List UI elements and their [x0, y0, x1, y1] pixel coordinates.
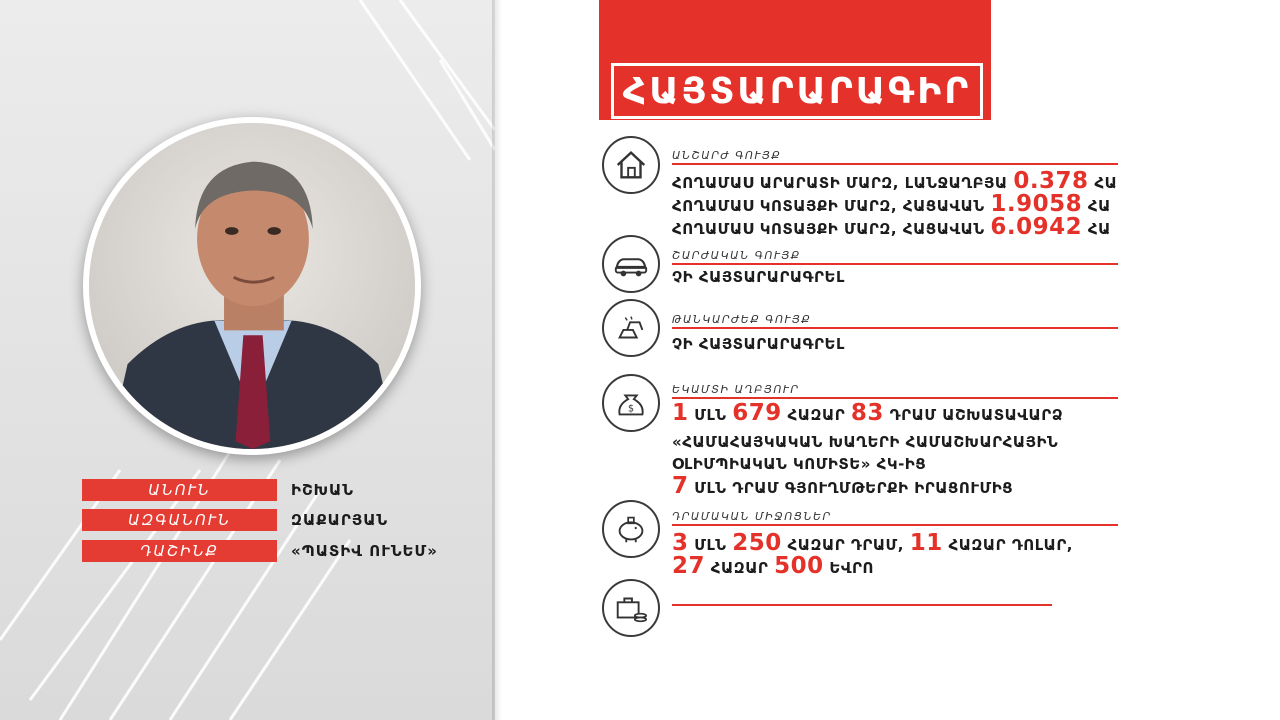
text: ՀՈՂԱՄԱՍ ԱՐԱՐԱՏԻ ՄԱՐԶ, ԼԱՆՋԱՂԲՅԱ: [672, 174, 1008, 192]
value: 1.9058: [990, 191, 1083, 217]
party-value: «ՊԱՏԻՎ ՈՒՆԵՄ»: [291, 542, 438, 560]
info-row-surname: [82, 509, 388, 531]
page-title: ՀԱՅՏԱՐԱՐԱԳԻՐ: [611, 66, 983, 119]
movable-label: ՇԱՐԺԱԿԱՆ ԳՈՒՅՔ: [672, 249, 801, 262]
unit: ՀԱ: [1094, 174, 1118, 192]
real-estate-label: ԱՆՇԱՐԺ ԳՈՒՅՔ: [672, 149, 782, 162]
portrait-photo: [83, 117, 421, 455]
name-label: ԱՆՈՒՆ: [82, 479, 277, 501]
income-line-2: «ՀԱՄԱՀԱՅԿԱԿԱՆ ԽԱՂԵՐԻ ՀԱՄԱՇԽԱՐՀԱՅԻՆ: [672, 433, 1059, 451]
surname-value: ԶԱՔԱՐՅԱՆ: [291, 511, 389, 529]
text: ՄԼՆ: [694, 406, 727, 424]
value: 11: [909, 530, 943, 556]
name-value: ԻՇԽԱՆ: [291, 481, 354, 499]
text: ՄԼՆ: [694, 536, 727, 554]
value: 3: [672, 530, 689, 556]
value: 83: [850, 400, 884, 426]
piggy-bank-icon: [602, 500, 660, 558]
valuables-rule: [672, 327, 1118, 329]
business-rule: [672, 604, 1052, 606]
valuables-value: ՉԻ ՀԱՅՏԱՐԱՐԱԳՐԵԼ: [672, 335, 845, 353]
text: ՀԱԶԱՐ: [787, 406, 846, 424]
text: ՀԱԶԱՐ ԴՐԱՄ,: [787, 536, 904, 554]
income-label: ԵԿԱՄՏԻ ԱՂԲՅՈՒՐ: [672, 383, 800, 396]
house-icon: [602, 136, 660, 194]
unit: ՀԱ: [1087, 197, 1111, 215]
text: ՀՈՂԱՄԱՍ ԿՈՏԱՅՔԻ ՄԱՐԶ, ՀԱՑԱՎԱՆ: [672, 220, 985, 238]
real-estate-line-3: [672, 214, 1111, 240]
text: ՄԼՆ ԴՐԱՄ ԳՅՈՒՂՄԹԵՐՔԻ ԻՐԱՑՈՒՄԻՑ: [694, 479, 1014, 497]
real-estate-rule: [672, 163, 1118, 165]
value: 679: [732, 400, 782, 426]
cash-label: ԴՐԱՄԱԿԱՆ ՄԻՋՈՑՆԵՐ: [672, 510, 832, 523]
text: ՀՈՂԱՄԱՍ ԿՈՏԱՅՔԻ ՄԱՐԶ, ՀԱՑԱՎԱՆ: [672, 197, 985, 215]
value: 500: [774, 553, 824, 579]
info-row-name: [82, 479, 354, 501]
unit: ՀԱ: [1087, 220, 1111, 238]
movable-rule: [672, 263, 1118, 265]
income-line-4: [672, 473, 1013, 499]
info-row-party: [82, 540, 438, 562]
text: ԴՐԱՄ ԱՇԽԱՏԱՎԱՐՁ: [889, 406, 1064, 424]
panel-divider: [492, 0, 502, 720]
value: 27: [672, 553, 706, 579]
svg-text:$: $: [627, 403, 635, 415]
cash-rule: [672, 524, 1118, 526]
value: 6.0942: [990, 214, 1083, 240]
value: 0.378: [1013, 168, 1089, 194]
value: 7: [672, 473, 689, 499]
value: 1: [672, 400, 689, 426]
valuables-label: ԹԱՆԿԱՐԺԵՔ ԳՈՒՅՔ: [672, 313, 812, 326]
surname-label: ԱԶԳԱՆՈՒՆ: [82, 509, 277, 531]
briefcase-coins-icon: [602, 579, 660, 637]
text: ՀԱԶԱՐ: [710, 559, 769, 577]
income-line-1: [672, 400, 1063, 426]
income-rule: [672, 397, 1118, 399]
value: 250: [732, 530, 782, 556]
movable-value: ՉԻ ՀԱՅՏԱՐԱՐԱԳՐԵԼ: [672, 268, 845, 286]
cash-line-2: [672, 553, 874, 579]
gold-bars-icon: [602, 299, 660, 357]
money-bag-icon: [602, 374, 660, 432]
income-line-3: ՕԼԻՄՊԻԱԿԱՆ ԿՈՄԻՏԵ» ՀԿ-ԻՑ: [672, 455, 927, 473]
text: ՀԱԶԱՐ ԴՈԼԱՐ,: [948, 536, 1074, 554]
text: ԵՎՐՈ: [829, 559, 874, 577]
party-label: ԴԱՇԻՆՔ: [82, 540, 277, 562]
car-icon: [602, 235, 660, 293]
